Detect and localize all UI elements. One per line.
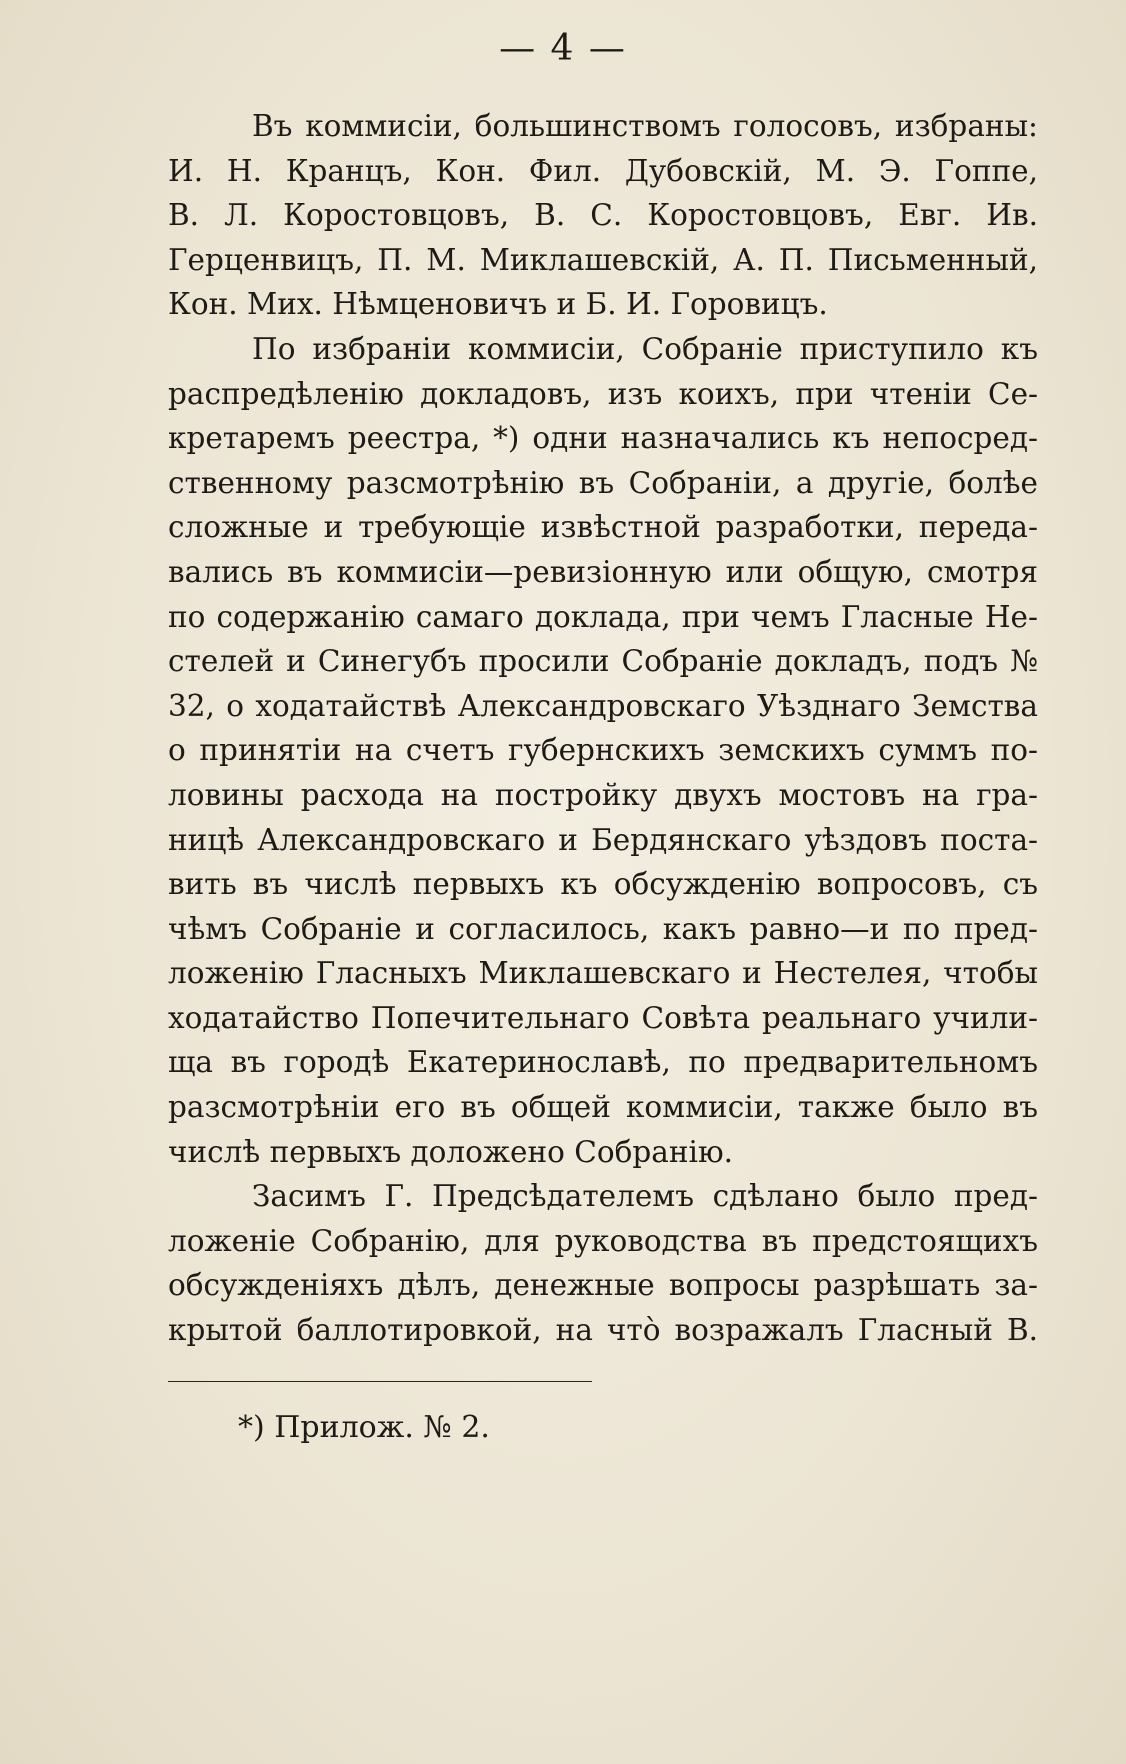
text-line: ща въ городѣ Екатеринославѣ, по предварительномъ (168, 1045, 1038, 1080)
text-line: Кон. Мих. Нѣмценовичъ и Б. И. Горовицъ. (168, 287, 828, 322)
footnote: *) Прилож. № 2. (238, 1410, 490, 1445)
text-line: распредѣленiю докладовъ, изъ коихъ, при чтенiи Се- (168, 376, 1038, 411)
text-line: Въ коммисiи, большинствомъ голосовъ, избраны: (252, 109, 1038, 143)
page-number: — 4 — (499, 28, 627, 69)
text-line: разсмотрѣнiи его въ общей коммисiи, также было въ (168, 1090, 1038, 1125)
text-line: обсужденiяхъ дѣлъ, денежные вопросы разрѣшать за- (168, 1268, 1038, 1303)
text-line: Засимъ Г. Предсѣдателемъ сдѣлано было пред- (252, 1179, 1038, 1214)
text-line: ложенiю Гласныхъ Миклашевскаго и Нестелея, чтобы (168, 956, 1038, 991)
text-line: вить въ числѣ первыхъ къ обсужденiю вопросовъ, съ (168, 867, 1038, 902)
text-line: числѣ первыхъ доложено Собранiю. (168, 1134, 734, 1169)
text-line: сложные и требующiе извѣстной разработки, переда- (168, 510, 1038, 545)
text-line: ницѣ Александровскаго и Бердянскаго уѣздовъ поста- (168, 822, 1038, 857)
text-line: чѣмъ Собранiе и согласилось, какъ равно—и по пред- (168, 911, 1038, 946)
footnote-divider (168, 1381, 592, 1382)
text-line: ложенiе Собранiю, для руководства въ предстоящихъ (168, 1223, 1038, 1258)
text-line: по содержанiю самаго доклада, при чемъ Гласные Не- (168, 599, 1038, 634)
text-line: вались въ коммисiи—ревизiонную или общую, смотря (168, 554, 1038, 589)
text-line: И. Н. Кранцъ, Кон. Фил. Дубовскiй, М. Э. Гоппе, (168, 153, 1038, 188)
text-line: кретаремъ реестра, *) одни назначались къ непосред- (168, 421, 1038, 456)
text-line: Герценвицъ, П. М. Миклашевскiй, А. П. Письменный, (168, 242, 1038, 277)
text-line: о принятiи на счетъ губернскихъ земскихъ суммъ по- (168, 733, 1038, 768)
text-line: По избранiи коммисiи, Собранiе приступило къ (252, 331, 1038, 366)
text-line: В. Л. Коростовцовъ, В. С. Коростовцовъ, Евг. Ив. (168, 198, 1038, 233)
body-text (168, 104, 1038, 1353)
text-line: ловины расхода на постройку двухъ мостовъ на гра- (168, 777, 1038, 812)
text-line: стелей и Синегубъ просили Собранiе докладъ, подъ № (168, 644, 1038, 679)
text-line: ходатайство Попечительнаго Совѣта реальнаго учили- (168, 1000, 1038, 1035)
text-line: ственному разсмотрѣнiю въ Собранiи, а другiе, болѣе (168, 465, 1038, 500)
text-line: 32, о ходатайствѣ Александровскаго Уѣзднаго Земства (168, 688, 1038, 723)
text-line: крытой баллотировкой, на что̀ возражалъ Гласный В. (168, 1313, 1038, 1348)
